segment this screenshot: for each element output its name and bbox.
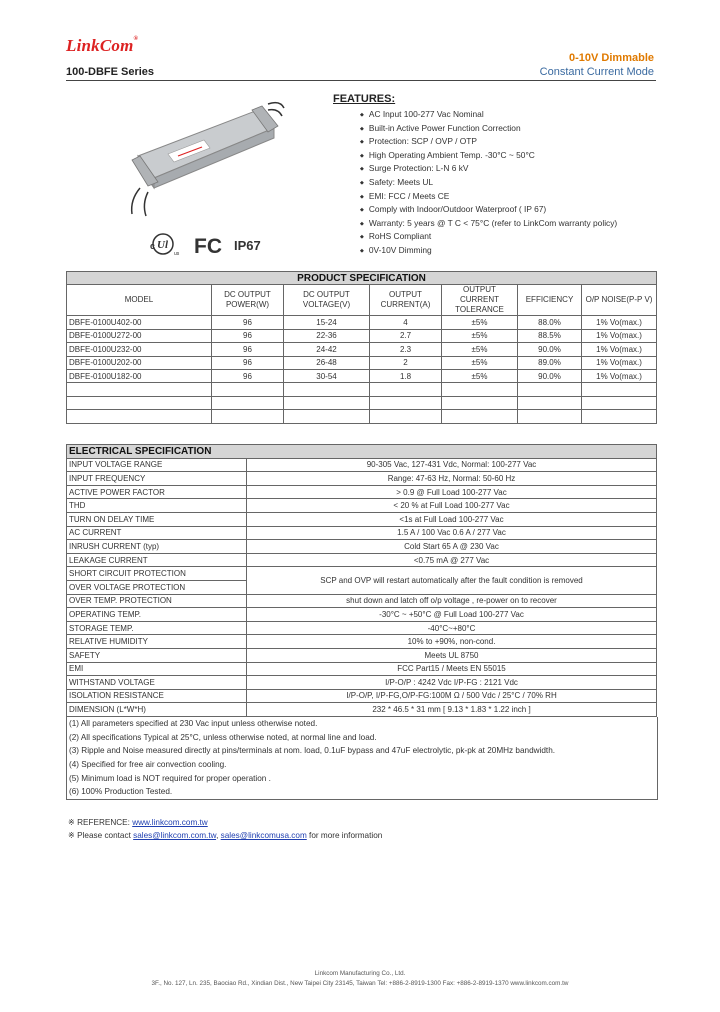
table-cell bbox=[212, 410, 284, 423]
table-cell: DBFE-0100U402-00 bbox=[67, 316, 212, 329]
table-cell: 96 bbox=[212, 343, 284, 356]
table-row bbox=[67, 648, 657, 662]
list-item: ◆ AC Input 100-277 Vac Nominal bbox=[360, 108, 617, 122]
list-item: ◆ High Operating Ambient Temp. -30°C ~ 50°C bbox=[360, 149, 617, 163]
table-cell: DBFE-0100U202-00 bbox=[67, 356, 212, 369]
notes-box bbox=[66, 717, 658, 800]
table-row bbox=[67, 458, 657, 472]
spec-value: < 20 % at Full Load 100-277 Vac bbox=[247, 499, 657, 513]
table-cell: 96 bbox=[212, 316, 284, 329]
features-list bbox=[360, 108, 617, 258]
spec-label: SAFETY bbox=[67, 648, 247, 662]
table-cell: DBFE-0100U272-00 bbox=[67, 329, 212, 342]
table-row bbox=[67, 662, 657, 676]
note-item: (4) Specified for free air convection cooling. bbox=[69, 760, 227, 770]
spec-label: WITHSTAND VOLTAGE bbox=[67, 676, 247, 690]
table-header-row bbox=[67, 285, 657, 316]
table-row bbox=[67, 369, 657, 382]
table-cell: 30-54 bbox=[284, 369, 370, 382]
table-row bbox=[67, 410, 657, 423]
electrical-spec-title: ELECTRICAL SPECIFICATION bbox=[67, 445, 657, 459]
table-cell bbox=[582, 383, 657, 396]
table-cell: ±5% bbox=[442, 356, 518, 369]
reference-link[interactable]: www.linkcom.com.tw bbox=[132, 818, 208, 827]
table-cell bbox=[518, 396, 582, 409]
list-item: ◆ Built-in Active Power Function Correction bbox=[360, 122, 617, 136]
table-row bbox=[67, 396, 657, 409]
table-row bbox=[67, 329, 657, 342]
spec-label: EMI bbox=[67, 662, 247, 676]
column-header: O/P NOISE(P-P V) bbox=[582, 285, 657, 316]
table-cell: 1% Vo(max.) bbox=[582, 329, 657, 342]
spec-label: INRUSH CURRENT (typ) bbox=[67, 540, 247, 554]
table-cell bbox=[67, 383, 212, 396]
table-cell: 2.3 bbox=[370, 343, 442, 356]
table-row bbox=[67, 499, 657, 513]
table-cell: DBFE-0100U232-00 bbox=[67, 343, 212, 356]
reference-label: REFERENCE: bbox=[77, 818, 130, 827]
email-link-tw[interactable]: sales@linkcom.com.tw bbox=[133, 831, 217, 840]
table-row bbox=[67, 635, 657, 649]
product-spec-title: PRODUCT SPECIFICATION bbox=[67, 272, 657, 285]
table-cell bbox=[284, 396, 370, 409]
column-header: EFFICIENCY bbox=[518, 285, 582, 316]
list-item: ◆ RoHS Compliant bbox=[360, 230, 617, 244]
svg-text:Ul: Ul bbox=[157, 239, 168, 251]
table-cell: 96 bbox=[212, 369, 284, 382]
list-item: ◆ 0V-10V Dimming bbox=[360, 244, 617, 258]
product-spec-table bbox=[66, 271, 657, 424]
spec-value: 232 * 46.5 * 31 mm [ 9.13 * 1.83 * 1.22 inch ] bbox=[247, 703, 657, 717]
dimmable-label: 0-10V Dimmable bbox=[569, 52, 654, 64]
table-cell bbox=[370, 410, 442, 423]
table-cell: 1% Vo(max.) bbox=[582, 316, 657, 329]
certification-marks bbox=[148, 231, 278, 261]
column-header: MODEL bbox=[67, 285, 212, 316]
spec-label: DIMENSION (L*W*H) bbox=[67, 703, 247, 717]
references: ※ REFERENCE: www.linkcom.com.tw ※ Please contact sales@linkcom.com.tw, sales@linkcomusa.com for more information bbox=[68, 818, 383, 840]
table-row bbox=[67, 540, 657, 554]
footer-address: 3F., No. 127, Ln. 235, Baociao Rd., Xindian Dist., New Taipei City 23145, Taiwan Tel: +886-2-8919-1300 Fax: +886-2-8919-1370 www.linkcom.com.tw bbox=[151, 980, 569, 987]
spec-value: Meets UL 8750 bbox=[247, 648, 657, 662]
table-row bbox=[67, 553, 657, 567]
svg-text:us: us bbox=[174, 251, 180, 257]
table-cell: 96 bbox=[212, 329, 284, 342]
footer-company: Linkcom Manufacturing Co., Ltd. bbox=[314, 970, 406, 977]
table-row bbox=[67, 356, 657, 369]
spec-label: OVER VOLTAGE PROTECTION bbox=[67, 580, 247, 594]
table-cell: 26-48 bbox=[284, 356, 370, 369]
table-row bbox=[67, 608, 657, 622]
table-cell: 2 bbox=[370, 356, 442, 369]
spec-value: -30°C ~ +50°C @ Full Load 100-277 Vac bbox=[247, 608, 657, 622]
table-cell: 1% Vo(max.) bbox=[582, 369, 657, 382]
note-item: (2) All specifications Typical at 25°C, unless otherwise noted, at normal line and load. bbox=[69, 732, 377, 742]
table-cell bbox=[582, 410, 657, 423]
note-item: (1) All parameters specified at 230 Vac input unless otherwise noted. bbox=[69, 719, 318, 728]
table-cell: ±5% bbox=[442, 343, 518, 356]
fcc-mark: FC bbox=[194, 235, 222, 258]
table-cell: 1% Vo(max.) bbox=[582, 356, 657, 369]
table-cell bbox=[370, 396, 442, 409]
table-cell bbox=[518, 410, 582, 423]
table-cell bbox=[370, 383, 442, 396]
spec-value: <0.75 mA @ 277 Vac bbox=[247, 553, 657, 567]
table-row bbox=[67, 689, 657, 703]
header-divider bbox=[66, 80, 656, 81]
table-cell: 22-36 bbox=[284, 329, 370, 342]
spec-label: OVER TEMP. PROTECTION bbox=[67, 594, 247, 608]
spec-value: Range: 47-63 Hz, Normal: 50-60 Hz bbox=[247, 472, 657, 486]
table-cell bbox=[442, 396, 518, 409]
note-item: (3) Ripple and Noise measured directly at pins/terminals at nom. load, 0.1uF bypass and 47uF electrolytic, pk-pk at 20MHz bandwidth. bbox=[69, 746, 556, 756]
spec-value: 90-305 Vac, 127-431 Vdc, Normal: 100-277 Vac bbox=[247, 458, 657, 472]
spec-label: STORAGE TEMP. bbox=[67, 621, 247, 635]
spec-label: LEAKAGE CURRENT bbox=[67, 553, 247, 567]
series-title: 100-DBFE Series bbox=[66, 66, 155, 78]
table-cell bbox=[442, 410, 518, 423]
table-cell: 90.0% bbox=[518, 343, 582, 356]
column-header: DC OUTPUT POWER(W) bbox=[212, 285, 284, 316]
contact-label: Please contact bbox=[77, 831, 131, 840]
list-item: ◆ Comply with Indoor/Outdoor Waterproof ( IP 67) bbox=[360, 203, 617, 217]
table-cell: 1% Vo(max.) bbox=[582, 343, 657, 356]
table-row bbox=[67, 594, 657, 608]
spec-label: INPUT VOLTAGE RANGE bbox=[67, 458, 247, 472]
table-row bbox=[67, 526, 657, 540]
features-title: FEATURES: bbox=[333, 93, 396, 105]
table-cell: ±5% bbox=[442, 316, 518, 329]
table-row bbox=[67, 567, 657, 581]
table-cell: ±5% bbox=[442, 369, 518, 382]
spec-label: TURN ON DELAY TIME bbox=[67, 512, 247, 526]
spec-label: ISOLATION RESISTANCE bbox=[67, 689, 247, 703]
spec-value: I/P-O/P : 4242 Vdc I/P-FG : 2121 Vdc bbox=[247, 676, 657, 690]
svg-text:c: c bbox=[150, 241, 156, 251]
electrical-spec-table bbox=[66, 444, 657, 717]
table-row bbox=[67, 343, 657, 356]
table-cell bbox=[518, 383, 582, 396]
spec-value: 10% to +90%, non-cond. bbox=[247, 635, 657, 649]
table-cell: 4 bbox=[370, 316, 442, 329]
spec-value: -40°C~+80°C bbox=[247, 621, 657, 635]
list-item: ◆ Surge Protection: L-N 6 kV bbox=[360, 162, 617, 176]
table-row bbox=[67, 316, 657, 329]
spec-value: <1s at Full Load 100-277 Vac bbox=[247, 512, 657, 526]
ip67-mark: IP67 bbox=[234, 238, 261, 253]
column-header: OUTPUT CURRENT TOLERANCE bbox=[442, 285, 518, 316]
list-item: ◆ Protection: SCP / OVP / OTP bbox=[360, 135, 617, 149]
spec-label: SHORT CIRCUIT PROTECTION bbox=[67, 567, 247, 581]
table-cell bbox=[67, 410, 212, 423]
table-cell: 15-24 bbox=[284, 316, 370, 329]
table-row bbox=[67, 703, 657, 717]
table-cell: 88.5% bbox=[518, 329, 582, 342]
spec-label: OPERATING TEMP. bbox=[67, 608, 247, 622]
table-cell: 89.0% bbox=[518, 356, 582, 369]
table-cell: 24-42 bbox=[284, 343, 370, 356]
table-cell: 90.0% bbox=[518, 369, 582, 382]
table-cell bbox=[582, 396, 657, 409]
product-image bbox=[118, 96, 286, 218]
spec-value: shut down and latch off o/p voltage , re-power on to recover bbox=[247, 594, 657, 608]
table-cell: 2.7 bbox=[370, 329, 442, 342]
table-cell: 1.8 bbox=[370, 369, 442, 382]
spec-value: FCC Part15 / Meets EN 55015 bbox=[247, 662, 657, 676]
column-header: OUTPUT CURRENT(A) bbox=[370, 285, 442, 316]
table-row bbox=[67, 472, 657, 486]
table-row bbox=[67, 512, 657, 526]
spec-value: Cold Start 65 A @ 230 Vac bbox=[247, 540, 657, 554]
spec-label: ACTIVE POWER FACTOR bbox=[67, 485, 247, 499]
column-header: DC OUTPUT VOLTAGE(V) bbox=[284, 285, 370, 316]
table-row bbox=[67, 485, 657, 499]
table-cell bbox=[284, 410, 370, 423]
spec-label: INPUT FREQUENCY bbox=[67, 472, 247, 486]
spec-value: 1.5 A / 100 Vac 0.6 A / 277 Vac bbox=[247, 526, 657, 540]
list-item: ◆ EMI: FCC / Meets CE bbox=[360, 190, 617, 204]
spec-value: I/P-O/P, I/P-FG,O/P-FG:100M Ω / 500 Vdc / 25°C / 70% RH bbox=[247, 689, 657, 703]
list-item: ◆ Safety: Meets UL bbox=[360, 176, 617, 190]
table-row bbox=[67, 383, 657, 396]
spec-label: THD bbox=[67, 499, 247, 513]
table-row bbox=[67, 621, 657, 635]
note-item: (5) Minimum load is NOT required for proper operation . bbox=[69, 773, 271, 783]
mode-label: Constant Current Mode bbox=[539, 66, 654, 78]
table-cell bbox=[212, 383, 284, 396]
table-cell: DBFE-0100U182-00 bbox=[67, 369, 212, 382]
table-cell: 96 bbox=[212, 356, 284, 369]
table-cell bbox=[284, 383, 370, 396]
spec-label: RELATIVE HUMIDITY bbox=[67, 635, 247, 649]
spec-value: SCP and OVP will restart automatically after the fault condition is removed bbox=[247, 567, 657, 594]
list-item: ◆ Warranty: 5 years @ T C < 75°C (refer to LinkCom warranty policy) bbox=[360, 217, 617, 231]
table-cell bbox=[212, 396, 284, 409]
table-cell bbox=[67, 396, 212, 409]
email-link-usa[interactable]: sales@linkcomusa.com bbox=[220, 831, 307, 840]
table-row bbox=[67, 676, 657, 690]
contact-suffix: for more information bbox=[309, 831, 383, 840]
spec-label: AC CURRENT bbox=[67, 526, 247, 540]
table-cell: ±5% bbox=[442, 329, 518, 342]
note-item: (6) 100% Production Tested. bbox=[69, 787, 173, 797]
table-cell: 88.0% bbox=[518, 316, 582, 329]
spec-value: > 0.9 @ Full Load 100-277 Vac bbox=[247, 485, 657, 499]
brand-logo: LinkCom® bbox=[66, 36, 139, 55]
table-cell bbox=[442, 383, 518, 396]
